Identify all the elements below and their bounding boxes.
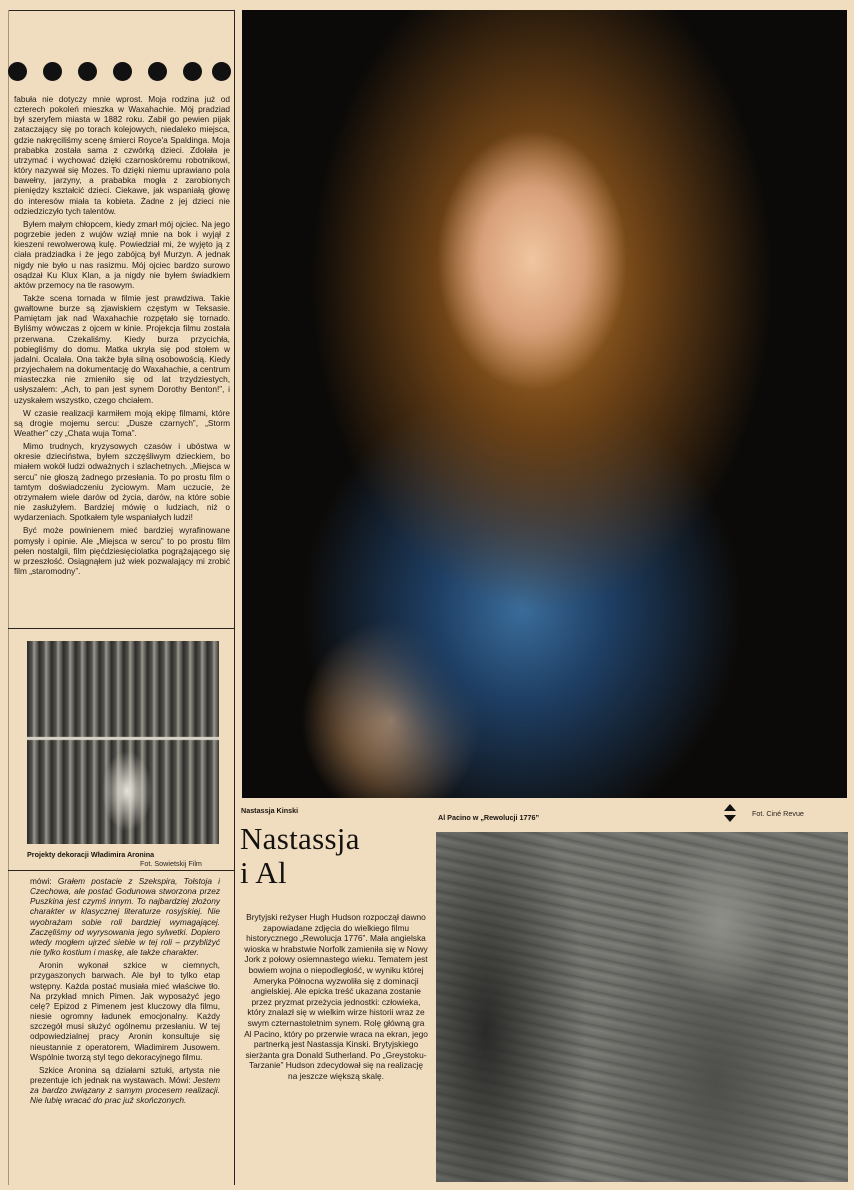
dot [212,62,231,81]
paragraph: Być może powinienem mieć bardziej wyrafinowane pomysły i opinie. Ale „Miejsca w sercu” to po prostu film pełen nostalgii, film pięćdziesięciolatka pogrążającego się w przeszłość. Osiągnąłem już wiek pozwalający mi zrobić film „staromodny”. [14,525,230,577]
left-column-text [14,94,230,624]
divider-above-aronin [8,628,234,629]
kinski-caption: Nastassja Kinski [241,806,299,815]
quote: Jestem za bardzo związany z samym procesem realizacji. Nie lubię wracać do prac już skończonych. [30,1074,220,1106]
up-down-arrow-icon [724,804,736,822]
paragraph: Brytyjski reżyser Hugh Hudson rozpoczął dawno zapowiadane zdjęcia do wielkiego filmu historycznego „Rewolucja 1776”. Mała angielska wioska w hrabstwie Norfolk zamieniła się w Nowy Jork z połowy osiemnastego wieku. Tematem jest bowiem wojna o niepodległość, w wyniku której Ameryka Północna wyzwoliła się z dominacji angielskiej. Ale epicka treść ukazana zostanie przez pryzmat przeżycia jednostki: człowieka, który znalazł się w wielkim wirze historii wraz ze swym czternastoletnim synem. Rolę główną gra Al Pacino, który po przerwie wraca na ekran, jego partnerką jest Nastassja Kinski. Brytyjskiego sierżanta gra Donald Sutherland. Po „Greystoku-Tarzanie” Hudson zdecydował się na realizację na jeszcze większą skalę. [244,912,428,1081]
pacino-caption: Al Pacino w „Rewolucji 1776” [438,813,540,822]
divider-column-vertical [234,10,235,1185]
divider-below-aronin [8,870,234,871]
al-pacino-photo [436,832,848,1182]
paragraph: Byłem małym chłopcem, kiedy zmarł mój ojciec. Na jego pogrzebie jeden z wujów wziął mnie na bok i wyjął z kieszeni rewolwerową kulę. Powiedział mi, że wyjęto ją z ciała pradziadka i że jego zabójcą był Murzyn. A jednak nigdy nie było u nas rasizmu. Mój ojciec bardzo surowo osądzał Ku Klux Klan, a ja nigdy nie byłem świadkiem aktów przemocy na tle rasowym. [14,218,230,290]
article-text [244,912,428,1162]
paragraph [30,876,220,957]
aronin-caption: Projekty dekoracji Władimira Aronina [27,850,155,859]
headline [240,822,430,890]
aronin-credit: Fot. Sowietskij Film [140,859,202,868]
dot [78,62,97,81]
nastassja-kinski-photo [242,10,847,798]
paragraph: Mimo trudnych, kryzysowych czasów i ubóstwa w okresie dzieciństwa, byłem szczęśliwym dzieckiem, bo miałem wokół ludzi odważnych i szlachetnych. „Miejsca w sercu” nie głoszą żadnego przesłania. To po prostu film o tamtym doświadczeniu życiowym. Mam uczucie, że otrzymałem wiele darów od życia, darów, na które sobie nie zasłużyłem. Bardziej mówię o ludziach, niż o wydarzeniach. Spotkałem tyle wspaniałych ludzi! [14,441,230,523]
aronin-set-design-image [27,641,219,844]
quote: Grałem postacie z Szekspira, Tołstoja i Czechowa, ale postać Godunowa stworzona przez Puszkina jest czymś innym. To najbardziej złożony charakter w klasycznej literaturze rosyjskiej. Nie wyobrażam sobie roli bardziej wymagającej. Zaczęliśmy od wyrysowania jego sylwetki. Dopiero wtedy mogłem ujrzeć siebie w tej roli – przybliżyć nie tylko kostium i maskę, ale także charakter. [30,876,220,958]
bottom-left-text [30,876,220,1176]
headline-line: Nastassja [240,821,360,856]
paragraph [30,1065,220,1106]
dot [148,62,167,81]
divider-top-left [8,10,234,11]
divider-left-edge [8,10,9,1185]
paragraph: Także scena tornada w filmie jest prawdziwa. Takie gwałtowne burze są zjawiskiem częstym w Teksasie. Pamiętam jak nad Waxahachie rozpętało się tornado. Byliśmy wówczas z ojcem w kinie. Projekcja filmu została przerwana. Czekaliśmy. Kiedy burza przycichła, pobiegliśmy do domu. Matka ukryła się pod stołem w jadalni. Ocalała. Ona także była silną osobowością. Kiedy przyjechałem na dokumentację do Waxahachie, a centrum miasteczka nie zmieniło się od lat trzydziestych, usłyszałem: „Ach, to pan jest synem Dorothy Benton!”, i uzyskałem wszystko, czego chciałem. [14,292,230,405]
paragraph-intro: Szkice Aronina są działami sztuki, artysta nie prezentuje ich jednak na wystawach. Mówi: [30,1064,220,1085]
bullet-dots [8,62,234,82]
paragraph: W czasie realizacji karmiłem moją ekipę filmami, które są drogie mojemu sercu: „Dusze czarnych”, „Storm Weather” czy „Chata wuja Toma”. [14,407,230,438]
dot [113,62,132,81]
photo-credit: Fot. Ciné Revue [752,809,804,818]
headline-line: i Al [240,855,287,890]
dot [183,62,202,81]
paragraph: Aronin wykonał szkice w ciemnych, przygaszonych barwach. Ale był to tylko etap wstępny. Każda postać musiała mieć właściwe tło. Na przykład mnich Pimen. Jak wyposażyć jego celę? Epizod z Pimenem jest kluczowy dla filmu, niesie ogromny ładunek emocjonalny. Każdy szczegół musi służyć ogólnemu przesłaniu. W tej odpowiedzialnej pracy Aronin konsultuje się nieustannie z operatorem, Władimirem Jusowem. Wspólnie tworzą styl tego dekoracyjnego filmu. [30,960,220,1062]
dot [43,62,62,81]
dot [8,62,27,81]
paragraph: fabuła nie dotyczy mnie wprost. Moja rodzina już od czterech pokoleń mieszka w Waxahachie. Mój pradziad był szeryfem miasta w 1882 roku. Zabił go pewien pijak zataczający się po torach kolejowych, niedaleko miejsca, gdzie nakręciliśmy scenę śmierci Royce'a Spaldinga. Moja prababka została sama z czwórką dzieci. Zdołała je utrzymać i wychować dzięki czarnoskóremu robotnikowi, który nazywał się Mozes. To dzięki niemu uprawiano pola bawełny, jarzyny, a prababka mogła z zarobionych pieniędzy kształcić dzieci. Ciekawe, jak wspaniałą głowę do interesów miała ta kobieta. Żadne z jej dzieci nie odziedziczyło tych talentów. [14,94,230,216]
paragraph-intro: mówi: [30,876,58,886]
